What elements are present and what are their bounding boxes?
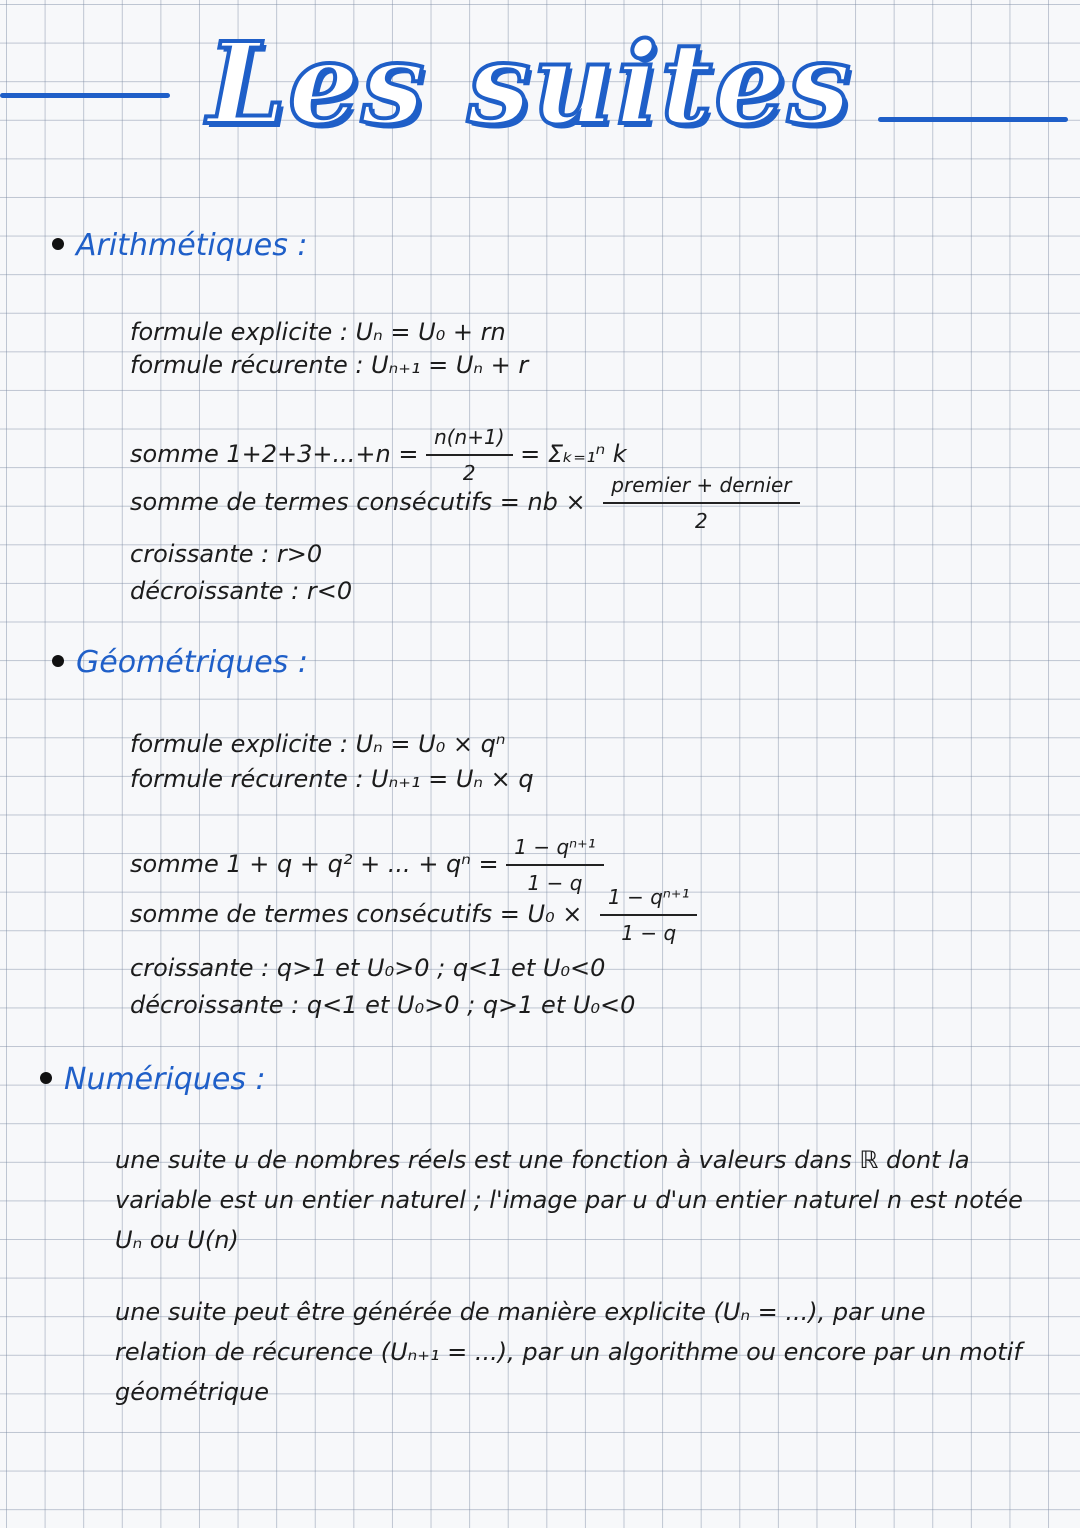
- bullet-icon: [52, 238, 64, 250]
- geo-recurrent-formula: formule récurente : Uₙ₊₁ = Uₙ × q: [130, 765, 534, 793]
- arith-sum-consecutive-left: somme de termes consécutifs = nb ×: [130, 488, 586, 516]
- geo-croissante: croissante : q>1 et U₀>0 ; q<1 et U₀<0: [130, 954, 606, 982]
- arith-sum-consecutive: [130, 468, 800, 538]
- fraction-numerator: 1 − qⁿ⁺¹: [600, 880, 697, 916]
- numeric-definition-paragraph: une suite u de nombres réels est une fonction à valeurs dans ℝ dont la variable est un entier naturel ; l'image par u d'un entier naturel n est notée Uₙ ou U(n): [115, 1146, 1023, 1254]
- heading-geometriques: Géométriques :: [52, 645, 308, 681]
- geo-sum-consecutive-fraction: [600, 880, 697, 950]
- numeric-generation-paragraph: une suite peut être générée de manière explicite (Uₙ = ...), par une relation de récurence (Uₙ₊₁ = ...), par un algorithme ou encore par un motif géométrique: [115, 1298, 1022, 1406]
- fraction-numerator: premier + dernier: [603, 468, 799, 504]
- bullet-icon: [40, 1072, 52, 1084]
- fraction-denominator: 1 − q: [527, 871, 583, 895]
- title-rule-right: [878, 117, 1068, 122]
- arith-recurrent-formula: formule récurente : Uₙ₊₁ = Uₙ + r: [130, 351, 529, 379]
- fraction-denominator: 1 − q: [621, 921, 677, 945]
- geo-explicit-formula: formule explicite : Uₙ = U₀ × qⁿ: [130, 730, 506, 758]
- arith-sum-integers-left: somme 1+2+3+...+n =: [130, 440, 419, 468]
- geo-sum-powers-left: somme 1 + q + q² + ... + qⁿ =: [130, 850, 499, 878]
- fraction-numerator: n(n+1): [426, 420, 512, 456]
- fraction-denominator: 2: [695, 509, 708, 533]
- arith-croissante: croissante : r>0: [130, 540, 323, 568]
- arith-explicit-formula: formule explicite : Uₙ = U₀ + rn: [130, 318, 506, 346]
- title-rule-left: [0, 93, 170, 98]
- geo-sum-consecutive-left: somme de termes consécutifs = U₀ ×: [130, 900, 583, 928]
- fraction-numerator: 1 − qⁿ⁺¹: [506, 830, 603, 866]
- arith-sum-integers-sigma: = Σₖ₌₁ⁿ k: [520, 440, 627, 468]
- fraction-denominator: 2: [462, 461, 476, 485]
- heading-numeriques: Numériques :: [40, 1062, 266, 1098]
- bullet-icon: [52, 655, 64, 667]
- arith-decroissante: décroissante : r<0: [130, 577, 353, 605]
- geo-decroissante: décroissante : q<1 et U₀>0 ; q>1 et U₀<0: [130, 991, 636, 1019]
- geo-sum-consecutive: [130, 880, 697, 950]
- heading-arithmetiques: Arithmétiques :: [52, 228, 308, 264]
- arith-sum-consecutive-fraction: [603, 468, 799, 538]
- page-title: Les suites: [207, 19, 853, 150]
